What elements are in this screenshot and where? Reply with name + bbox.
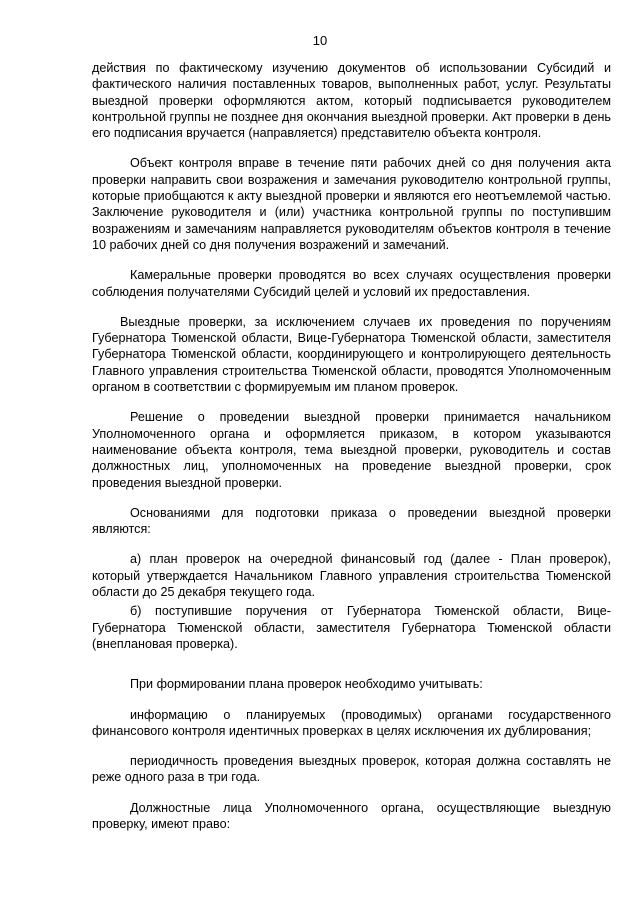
- list-item: б) поступившие поручения от Губернатора Тюменской области, Вице-Губернатора Тюменской области, заместителя Губернатора Тюменской области (внеплановая проверка).: [92, 604, 611, 651]
- list-item: периодичность проведения выездных проверок, которая должна составлять не реже одного раза в три года.: [92, 754, 611, 785]
- list-item: а) план проверок на очередной финансовый год (далее - План проверок), который утверждается Начальником Главного управления строительства Тюменской области до 25 декабря текущего года.: [92, 552, 611, 600]
- paragraph: Решение о проведении выездной проверки принимается начальником Уполномоченного органа и оформляется приказом, в котором указываются наименование объекта контроля, тема выездной проверки, руководитель и состав должностных лиц, уполномоченных на проведение выездной проверки, срок проведения выездной проверки.: [92, 410, 611, 490]
- paragraph: Выездные проверки, за исключением случаев их проведения по поручениям Губернатора Тюменской области, Вице-Губернатора Тюменской области, заместителя Губернатора Тюменской области, координирующего и контролирующего деятельность Главного управления строительства Тюменской области, проводятся Уполномоченным органом в соответствии с формируемым им планом проверок.: [92, 314, 611, 395]
- paragraph: При формировании плана проверок необходимо учитывать:: [130, 677, 483, 692]
- paragraph: Камеральные проверки проводятся во всех случаях осуществления проверки соблюдения получателями Субсидий целей и условий их предоставления.: [92, 268, 611, 299]
- list-item: информацию о планируемых (проводимых) органами государственного финансового контроля идентичных проверках в целях исключения их дублирования;: [92, 707, 611, 738]
- page-number: 10: [312, 33, 328, 48]
- paragraph: действия по фактическому изучению документов об использовании Субсидий и фактического наличия поставленных товаров, выполненных работ, услуг. Результаты выездной проверки оформляются актом, который подписывается руководителем контрольной группы не позднее дня окончания выездной проверки. Акт проверки в день его подписания вручается (направляется) представителю объекта контроля.: [92, 61, 611, 141]
- document-body: [92, 60, 611, 832]
- paragraph: Основаниями для подготовки приказа о проведении выездной проверки являются:: [92, 505, 611, 537]
- paragraph: Объект контроля вправе в течение пяти рабочих дней со дня получения акта проверки направить свои возражения и замечания руководителю контрольной группы, которые приобщаются к акту выездной проверки и являются его неотъемлемой частью. Заключение руководителя и (или) участника контрольной группы по поступившим возражениям и замечаниям направляется руководителям объектов контроля в течение 10 рабочих дней со дня получения возражений и замечаний.: [92, 156, 611, 252]
- paragraph: Должностные лица Уполномоченного органа, осуществляющие выездную проверку, имеют право:: [92, 800, 611, 831]
